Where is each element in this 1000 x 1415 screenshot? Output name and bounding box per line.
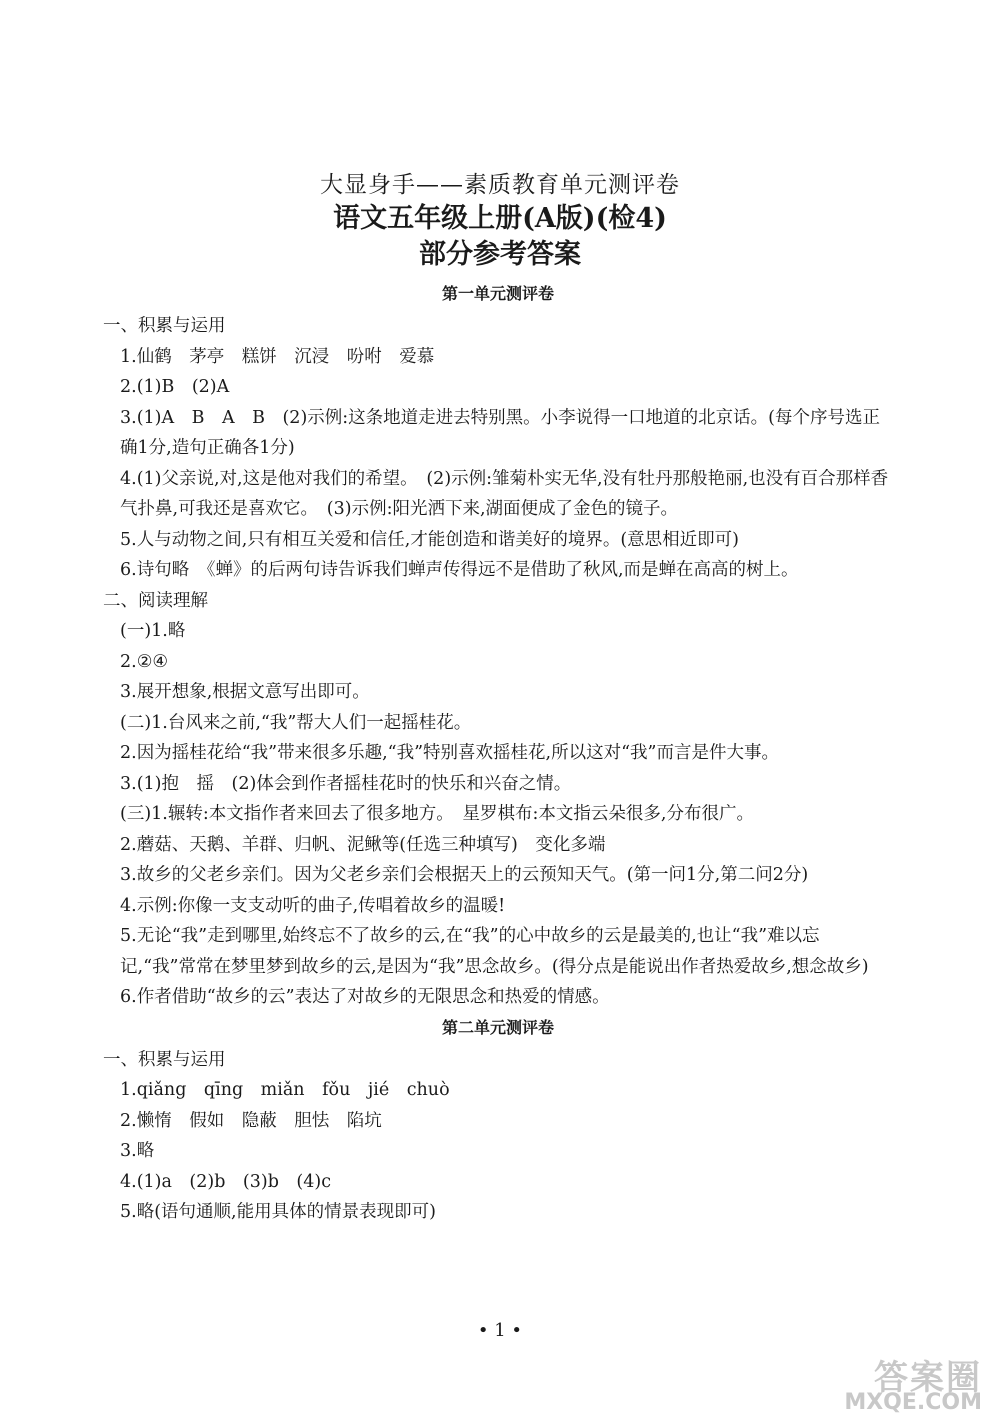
answer-item: 6.诗句略 《蝉》的后两句诗告诉我们蝉声传得远不是借助了秋风,而是蝉在高高的树上。 xyxy=(120,560,799,580)
answer-item: 5.无论“我”走到哪里,始终忘不了故乡的云,在“我”的心中故乡的云是最美的,也让“我”难以忘记,“我”常常在梦里梦到故乡的云,是因为“我”思念故乡。(得分点是能说出作者热爱故乡,想念故乡) xyxy=(120,926,869,977)
page-number: • 1 • xyxy=(477,1320,523,1341)
answer-item: 1.仙鹤 茅亭 糕饼 沉浸 吩咐 爱慕 xyxy=(120,346,435,367)
answer-item: 3.(1)A B A B (2)示例:这条地道走进去特别黑。小李说得一口地道的北京话。(每个序号选正确1分,造句正确各1分) xyxy=(120,407,880,458)
answer-item: 1.qiǎng qīng miǎn fǒu jié chuò xyxy=(120,1080,450,1100)
unit2-section1-label: 一、积累与运用 xyxy=(103,1049,226,1070)
unit2-heading: 第二单元测评卷 xyxy=(441,1017,554,1037)
answer-item: 2.(1)B (2)A xyxy=(120,377,230,397)
answer-item: 6.作者借助“故乡的云”表达了对故乡的无限思念和热爱的情感。 xyxy=(120,987,610,1007)
answer-item: 3.展开想象,根据文意写出即可。 xyxy=(120,682,370,702)
watermark-logo xyxy=(782,1358,982,1415)
answer-item: 2.因为摇桂花给“我”带来很多乐趣,“我”特别喜欢摇桂花,所以这对“我”而言是件大事。 xyxy=(120,743,779,763)
answer-item: (二)1.台风来之前,“我”帮大人们一起摇桂花。 xyxy=(120,712,472,733)
answer-item: 2.②④ xyxy=(120,651,169,672)
watermark-logo-text: 答案圈 xyxy=(874,1358,982,1398)
answer-item: 3.故乡的父老乡亲们。因为父老乡亲们会根据天上的云预知天气。(第一问1分,第二问2分) xyxy=(120,865,809,885)
answer-item: 4.(1)父亲说,对,这是他对我们的希望。 (2)示例:雏菊朴实无华,没有牡丹那般艳丽,也没有百合那样香气扑鼻,可我还是喜欢它。 (3)示例:阳光洒下来,湖面便成了金色的镜子。 xyxy=(120,468,889,519)
watermark-url: MXQE.COM xyxy=(844,1390,982,1415)
answer-item: 4.示例:你像一支支动听的曲子,传唱着故乡的温暖! xyxy=(120,895,506,916)
unit1-section2-label: 二、阅读理解 xyxy=(103,590,208,611)
answer-item: 2.懒惰 假如 隐蔽 胆怯 陷坑 xyxy=(120,1110,382,1131)
answer-item: (三)1.辗转:本文指作者来回去了很多地方。 星罗棋布:本文指云朵很多,分布很广。 xyxy=(120,804,754,824)
unit1-section1-label: 一、积累与运用 xyxy=(103,316,226,336)
answer-content xyxy=(103,283,893,1228)
title-block xyxy=(0,170,1000,272)
unit1-heading: 第一单元测评卷 xyxy=(441,284,554,303)
answer-item: 4.(1)a (2)b (3)b (4)c xyxy=(120,1171,331,1192)
answer-item: 3.(1)抱 摇 (2)体会到作者摇桂花时的快乐和兴奋之情。 xyxy=(120,773,572,794)
answer-item: 3.略 xyxy=(120,1141,155,1161)
page-title: 语文五年级上册(A版)(检4) xyxy=(333,203,667,234)
page-subtitle: 部分参考答案 xyxy=(419,239,581,270)
answer-item: 5.人与动物之间,只有相互关爱和信任,才能创造和谐美好的境界。(意思相近即可) xyxy=(120,529,739,550)
answer-item: 2.蘑菇、天鹅、羊群、归帆、泥鳅等(任选三种填写) 变化多端 xyxy=(120,834,606,855)
answer-item: (一)1.略 xyxy=(120,621,186,641)
series-title: 大显身手——素质教育单元测评卷 xyxy=(320,172,680,198)
answer-item: 5.略(语句通顺,能用具体的情景表现即可) xyxy=(120,1202,436,1222)
